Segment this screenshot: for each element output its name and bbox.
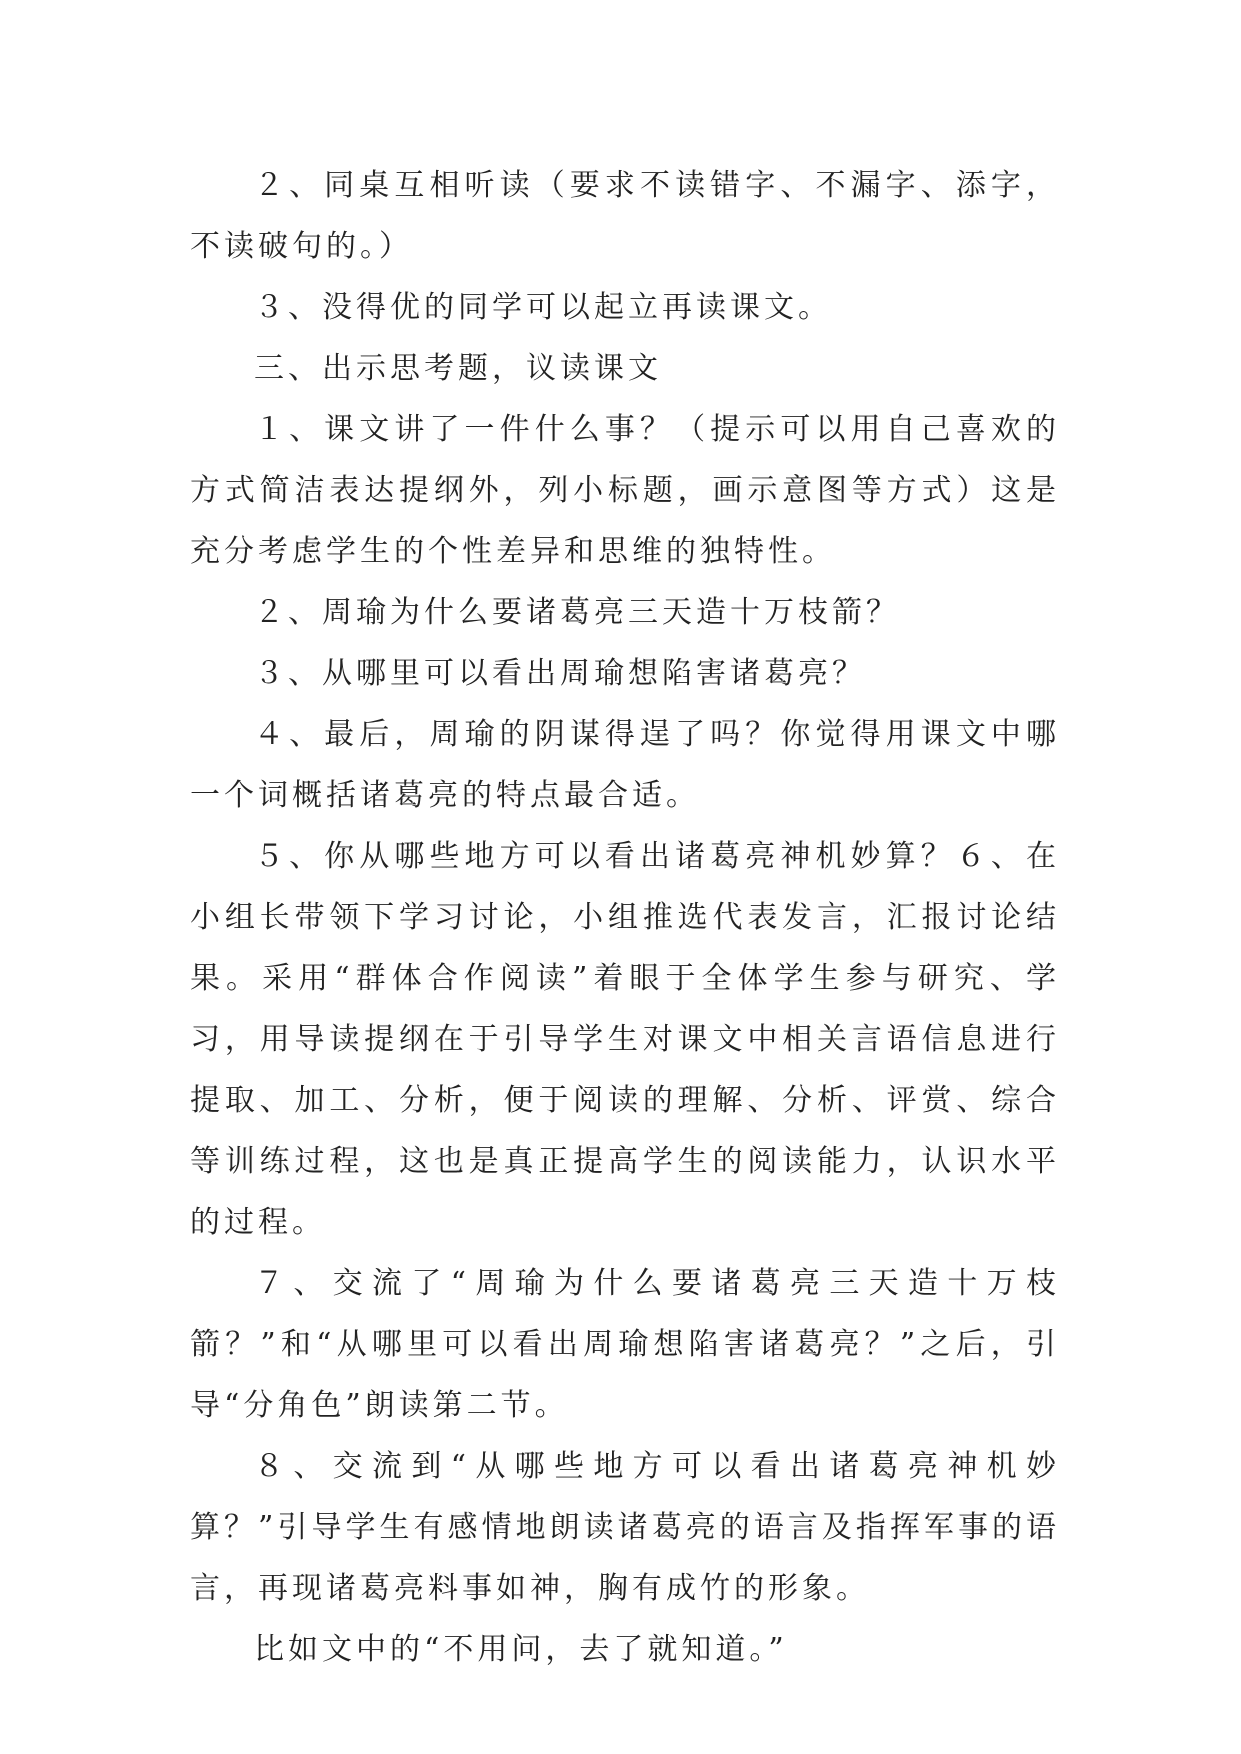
paragraph-1: ２、同桌互相听读（要求不读错字、不漏字、添字，不读破句的。） bbox=[190, 168, 1060, 264]
paragraph-5: ３、从哪里可以看出周瑜想陷害诸葛亮？ bbox=[254, 656, 866, 691]
paragraph-9: ８、交流到“从哪些地方可以看出诸葛亮神机妙算？”引导学生有感情地朗读诸葛亮的语言及指挥军事的语言，再现诸葛亮料事如神，胸有成竹的形象。 bbox=[190, 1449, 1060, 1606]
paragraph-8: ７、交流了“周瑜为什么要诸葛亮三天造十万枝箭？”和“从哪里可以看出周瑜想陷害诸葛亮？”之后，引导“分角色”朗读第二节。 bbox=[190, 1266, 1060, 1423]
document-body bbox=[190, 155, 1060, 1680]
paragraph-10: 比如文中的“不用问，去了就知道。” bbox=[254, 1632, 788, 1667]
section-heading: 三、出示思考题，议读课文 bbox=[254, 351, 662, 386]
paragraph-7: ５、你从哪些地方可以看出诸葛亮神机妙算？６、在小组长带领下学习讨论，小组推选代表发言，汇报讨论结果。采用“群体合作阅读”着眼于全体学生参与研究、学习，用导读提纲在于引导学生对课文中相关言语信息进行提取、加工、分析，便于阅读的理解、分析、评赏、综合等训练过程，这也是真正提高学生的阅读能力，认识水平的过程。 bbox=[190, 839, 1060, 1240]
paragraph-2: ３、没得优的同学可以起立再读课文。 bbox=[254, 290, 832, 325]
paragraph-6: ４、最后，周瑜的阴谋得逞了吗？你觉得用课文中哪一个词概括诸葛亮的特点最合适。 bbox=[190, 717, 1060, 813]
paragraph-3: １、课文讲了一件什么事？（提示可以用自己喜欢的方式简洁表达提纲外，列小标题，画示意图等方式）这是充分考虑学生的个性差异和思维的独特性。 bbox=[190, 412, 1060, 569]
paragraph-4: ２、周瑜为什么要诸葛亮三天造十万枝箭？ bbox=[254, 595, 900, 630]
